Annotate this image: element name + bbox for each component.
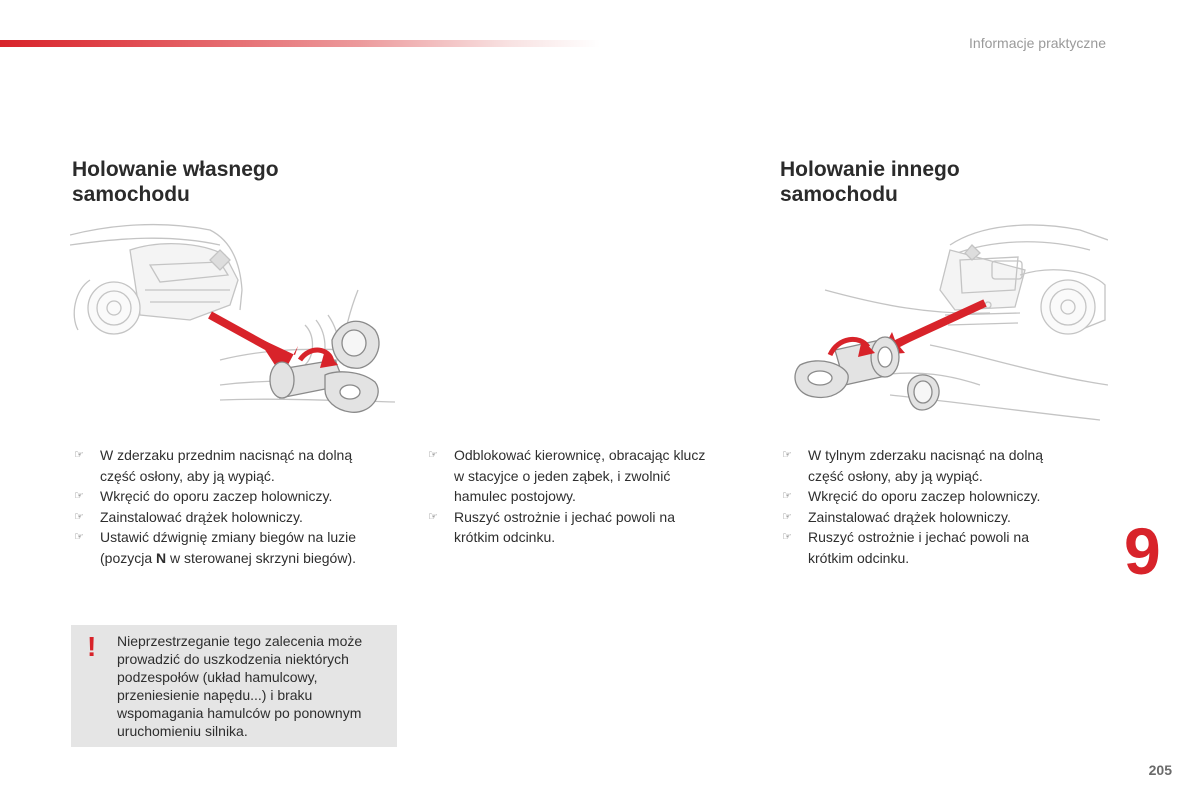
- warning-box: [71, 625, 397, 747]
- right-step-1: [780, 445, 1043, 486]
- middle-step-1-line3: hamulec postojowy.: [454, 488, 576, 504]
- left-step-4-line2-suffix: w sterowanej skrzyni biegów).: [166, 549, 357, 566]
- right-step-4-line2: krótkim odcinku.: [808, 549, 910, 566]
- left-step-2-text: Wkręcić do oporu zaczep holowniczy.: [100, 488, 333, 504]
- right-heading: [780, 157, 960, 207]
- page-number: 205: [1148, 762, 1172, 778]
- right-step-4-line1: Ruszyć ostrożnie i jechać powoli na: [808, 529, 1029, 545]
- right-step-2: [780, 486, 1043, 507]
- warning-line-6: uruchomieniu silnika.: [117, 723, 248, 739]
- exclamation-icon: !: [87, 631, 97, 662]
- middle-step-2: [426, 507, 705, 548]
- left-step-1-line1: W zderzaku przednim nacisnąć na dolną: [100, 447, 353, 463]
- left-step-1-line2: część osłony, aby ją wypiąć.: [100, 467, 275, 484]
- middle-step-1-line1: Odblokować kierownicę, obracając klucz: [454, 447, 706, 463]
- right-heading-line2: samochodu: [780, 183, 898, 206]
- middle-step-1: [426, 445, 705, 507]
- left-step-4-line1: Ustawić dźwignię zmiany biegów na luzie: [100, 529, 357, 545]
- left-step-1: [72, 445, 356, 486]
- middle-steps-list: [426, 445, 705, 548]
- left-heading-line2: samochodu: [72, 183, 190, 206]
- middle-step-1-line2: w stacyjce o jeden ząbek, i zwolnić: [454, 467, 671, 484]
- left-step-2: [72, 486, 356, 507]
- right-step-3-text: Zainstalować drążek holowniczy.: [808, 508, 1011, 525]
- warning-line-5: wspomagania hamulców po ponownym: [117, 705, 362, 721]
- warning-line-3: podzespołów (układ hamulcowy,: [117, 669, 318, 685]
- warning-text: [117, 632, 389, 740]
- middle-step-2-line1: Ruszyć ostrożnie i jechać powoli na: [454, 508, 675, 525]
- front-towing-hook-illustration: [70, 220, 395, 415]
- left-step-3: [72, 507, 356, 528]
- right-step-3: [780, 507, 1043, 528]
- warning-line-4: przeniesienie napędu...) i braku: [117, 687, 313, 703]
- warning-line-1: Nieprzestrzeganie tego zalecenia może: [117, 633, 363, 649]
- left-step-4-line2-prefix: (pozycja: [100, 549, 157, 566]
- right-heading-line1: Holowanie innego: [780, 158, 960, 181]
- left-step-3-text: Zainstalować drążek holowniczy.: [100, 508, 303, 525]
- right-step-1-line1: W tylnym zderzaku nacisnąć na dolną: [808, 447, 1043, 463]
- right-step-4: [780, 527, 1043, 568]
- left-heading: [72, 157, 279, 207]
- right-step-1-line2: część osłony, aby ją wypiąć.: [808, 467, 983, 484]
- left-step-4: [72, 527, 356, 568]
- warning-line-2: prowadzić do uszkodzenia niektórych: [117, 651, 349, 667]
- neutral-position-label: N: [156, 549, 167, 566]
- chapter-number: 9: [1124, 514, 1161, 588]
- right-step-2-text: Wkręcić do oporu zaczep holowniczy.: [808, 488, 1041, 504]
- middle-step-2-line2: krótkim odcinku.: [454, 529, 556, 545]
- section-title: Informacje praktyczne: [969, 35, 1106, 51]
- rear-towing-hook-illustration: [780, 215, 1108, 430]
- header-accent-bar: [0, 40, 600, 47]
- left-heading-line1: Holowanie własnego: [72, 158, 279, 181]
- left-steps-list: [72, 445, 356, 568]
- right-steps-list: [780, 445, 1043, 568]
